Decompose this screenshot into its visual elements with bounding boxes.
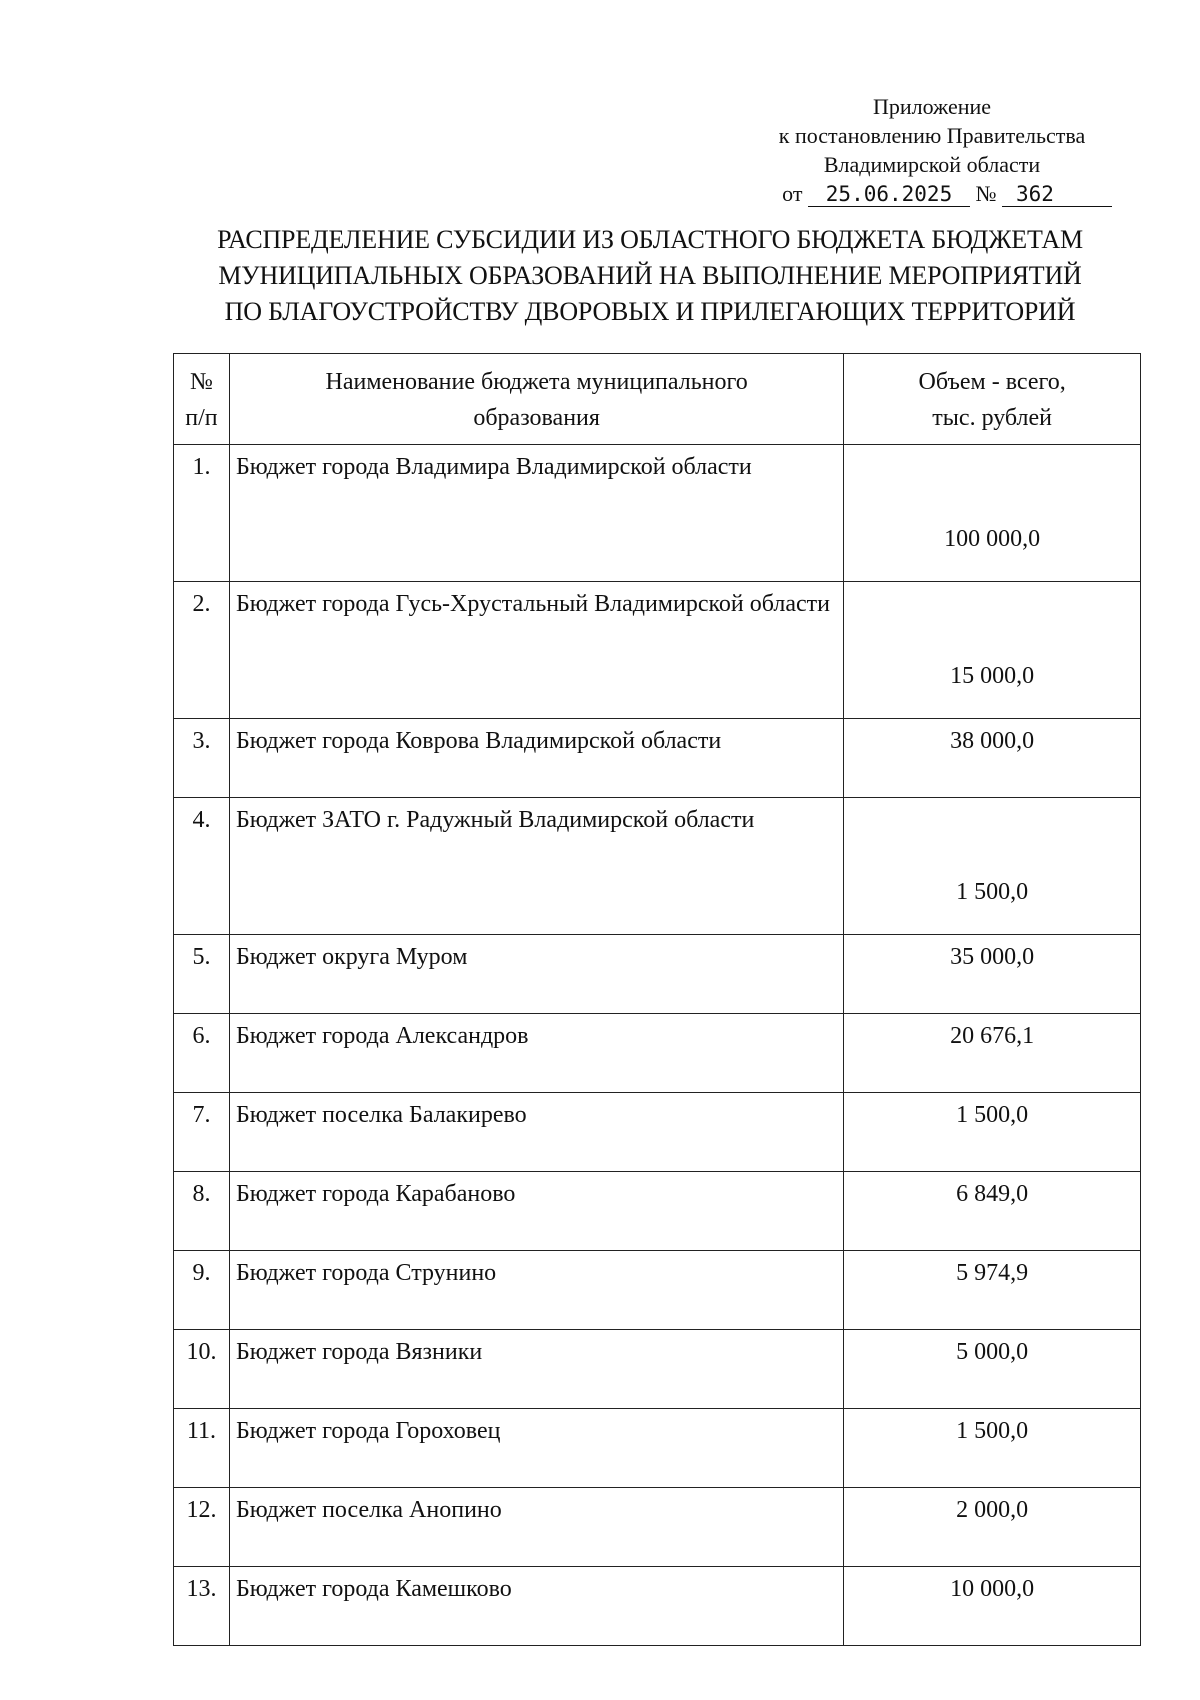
amount: 5 000,0 bbox=[844, 1330, 1141, 1409]
budget-name: Бюджет ЗАТО г. Радужный Владимирской области bbox=[229, 798, 843, 935]
row-number: 9. bbox=[174, 1251, 230, 1330]
table-row bbox=[174, 1014, 1141, 1093]
row-number: 4. bbox=[174, 798, 230, 935]
amount: 20 676,1 bbox=[844, 1014, 1141, 1093]
row-number: 5. bbox=[174, 935, 230, 1014]
header-number-line-1: № bbox=[190, 369, 213, 395]
row-number: 3. bbox=[174, 719, 230, 798]
amount: 1 500,0 bbox=[844, 1409, 1141, 1488]
attachment-line-1: Приложение bbox=[872, 94, 992, 119]
row-number: 2. bbox=[174, 582, 230, 719]
table-header-row bbox=[174, 354, 1141, 445]
header-number-line-2: п/п bbox=[185, 405, 218, 431]
document-title bbox=[150, 222, 1150, 330]
amount: 2 000,0 bbox=[844, 1488, 1141, 1567]
table-row bbox=[174, 1093, 1141, 1172]
table-row bbox=[174, 1409, 1141, 1488]
budget-name: Бюджет города Гороховец bbox=[229, 1409, 843, 1488]
date-prefix: от bbox=[782, 181, 803, 206]
table-row bbox=[174, 1330, 1141, 1409]
header-name-line-2: образования bbox=[473, 405, 600, 431]
table-row bbox=[174, 445, 1141, 582]
row-number: 8. bbox=[174, 1172, 230, 1251]
attachment-block bbox=[752, 92, 1112, 208]
header-amount bbox=[844, 354, 1141, 445]
resolution-date: 25.06.2025 bbox=[808, 182, 970, 207]
budget-name: Бюджет поселка Анопино bbox=[229, 1488, 843, 1567]
row-number: 11. bbox=[174, 1409, 230, 1488]
table-row bbox=[174, 1567, 1141, 1646]
table-row bbox=[174, 582, 1141, 719]
header-name-line-1: Наименование бюджета муниципального bbox=[325, 369, 748, 395]
budget-name: Бюджет города Александров bbox=[229, 1014, 843, 1093]
table-row bbox=[174, 1251, 1141, 1330]
attachment-reference bbox=[752, 179, 1112, 208]
table-row bbox=[174, 935, 1141, 1014]
row-number: 10. bbox=[174, 1330, 230, 1409]
row-number: 6. bbox=[174, 1014, 230, 1093]
budget-name: Бюджет города Гусь-Хрустальный Владимирской области bbox=[229, 582, 843, 719]
amount: 5 974,9 bbox=[844, 1251, 1141, 1330]
budget-name: Бюджет поселка Балакирево bbox=[229, 1093, 843, 1172]
budget-name: Бюджет города Струнино bbox=[229, 1251, 843, 1330]
allocation-table bbox=[173, 353, 1141, 1646]
header-budget-name bbox=[229, 354, 843, 445]
row-number: 12. bbox=[174, 1488, 230, 1567]
amount: 38 000,0 bbox=[844, 719, 1141, 798]
header-number bbox=[174, 354, 230, 445]
resolution-number: 362 bbox=[1002, 182, 1112, 207]
title-line-2: МУНИЦИПАЛЬНЫХ ОБРАЗОВАНИЙ НА ВЫПОЛНЕНИЕ МЕРОПРИЯТИЙ bbox=[218, 261, 1082, 290]
header-amount-line-1: Объем - всего, bbox=[918, 369, 1066, 395]
amount: 1 500,0 bbox=[844, 1093, 1141, 1172]
header-amount-line-2: тыс. рублей bbox=[932, 405, 1053, 431]
budget-name: Бюджет города Владимира Владимирской области bbox=[229, 445, 843, 582]
amount: 10 000,0 bbox=[844, 1567, 1141, 1646]
amount: 35 000,0 bbox=[844, 935, 1141, 1014]
amount: 1 500,0 bbox=[844, 798, 1141, 935]
row-number: 7. bbox=[174, 1093, 230, 1172]
row-number: 13. bbox=[174, 1567, 230, 1646]
title-line-1: РАСПРЕДЕЛЕНИЕ СУБСИДИИ ИЗ ОБЛАСТНОГО БЮДЖЕТА БЮДЖЕТАМ bbox=[217, 225, 1083, 254]
row-number: 1. bbox=[174, 445, 230, 582]
budget-name: Бюджет города Карабаново bbox=[229, 1172, 843, 1251]
amount: 100 000,0 bbox=[844, 445, 1141, 582]
number-prefix: № bbox=[975, 181, 997, 206]
table-row bbox=[174, 798, 1141, 935]
budget-name: Бюджет города Вязники bbox=[229, 1330, 843, 1409]
budget-name: Бюджет города Коврова Владимирской области bbox=[229, 719, 843, 798]
table-row bbox=[174, 1488, 1141, 1567]
attachment-line-3: Владимирской области bbox=[823, 152, 1041, 177]
budget-name: Бюджет округа Муром bbox=[229, 935, 843, 1014]
title-line-3: ПО БЛАГОУСТРОЙСТВУ ДВОРОВЫХ И ПРИЛЕГАЮЩИХ ТЕРРИТОРИЙ bbox=[224, 297, 1076, 326]
attachment-line-2: к постановлению Правительства bbox=[778, 123, 1086, 148]
table-row bbox=[174, 719, 1141, 798]
amount: 15 000,0 bbox=[844, 582, 1141, 719]
amount: 6 849,0 bbox=[844, 1172, 1141, 1251]
budget-name: Бюджет города Камешково bbox=[229, 1567, 843, 1646]
table-row bbox=[174, 1172, 1141, 1251]
